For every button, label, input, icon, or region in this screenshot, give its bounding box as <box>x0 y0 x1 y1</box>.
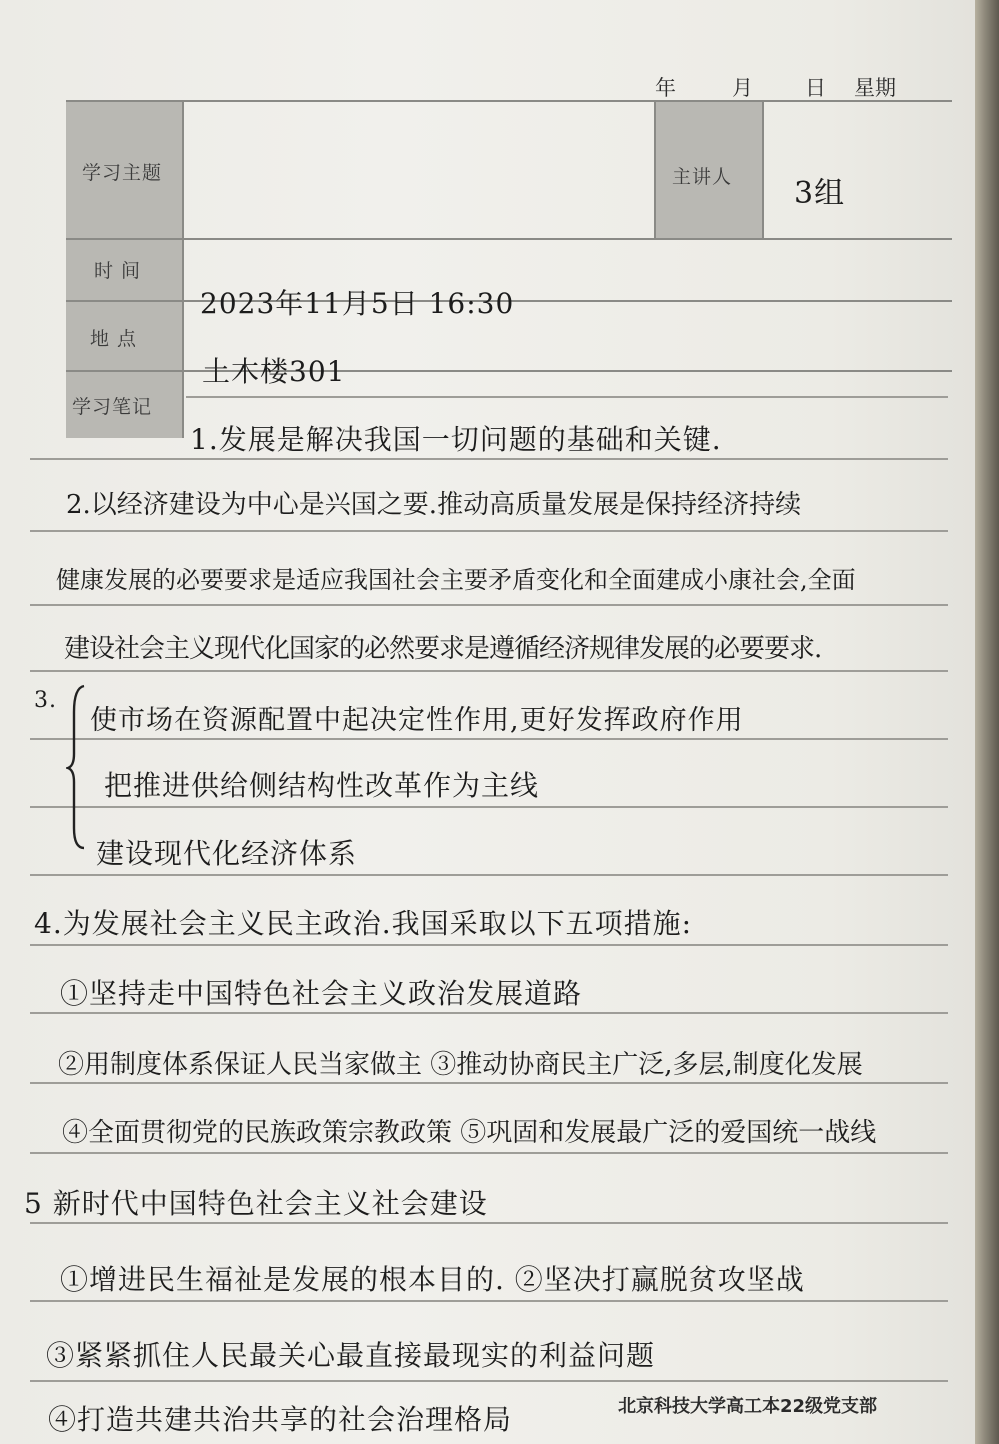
info-table <box>66 100 952 440</box>
speaker-label: 主讲人 <box>672 166 733 188</box>
section-3-item-3: 建设现代化经济体系 <box>96 837 358 870</box>
note-line-5-3: ④打造共建共治共享的社会治理格局 <box>48 1403 513 1436</box>
note-line-5-2: ③紧紧抓住人民最关心最直接最现实的利益问题 <box>46 1339 656 1372</box>
section-3-number: 3. <box>34 688 57 713</box>
day-label: 日 <box>805 76 826 100</box>
notebook-edge <box>975 0 999 1444</box>
speaker-value: 3组 <box>794 176 846 211</box>
note-line-5-heading: 5 新时代中国特色社会主义社会建设 <box>24 1187 488 1220</box>
note-line-1: 1.发展是解决我国一切问题的基础和关键. <box>190 423 722 456</box>
topic-label: 学习主题 <box>82 162 163 184</box>
footer-organization: 北京科技大学高工本22级党支部 <box>618 1396 878 1417</box>
note-line-4: 建设社会主义现代化国家的必然要求是遵循经济规律发展的必要要求. <box>64 634 822 664</box>
section-3-item-1: 使市场在资源配置中起决定性作用,更好发挥政府作用 <box>90 705 744 736</box>
note-line-2: 2.以经济建设为中心是兴国之要.推动高质量发展是保持经济持续 <box>66 490 802 520</box>
month-label: 月 <box>732 76 753 100</box>
note-line-3: 健康发展的必要要求是适应我国社会主要矛盾变化和全面建成小康社会,全面 <box>56 566 856 594</box>
time-value: 2023年11月5日 16:30 <box>200 287 515 320</box>
weekday-label: 星期 <box>854 76 896 100</box>
brace-icon <box>66 682 88 852</box>
place-value: 土木楼301 <box>202 355 346 388</box>
note-line-5-1: ①增进民生福祉是发展的根本目的. ②坚决打赢脱贫攻坚战 <box>60 1263 805 1296</box>
year-label: 年 <box>655 76 676 100</box>
section-3-item-2: 把推进供给侧结构性改革作为主线 <box>104 769 540 802</box>
time-label: 时 间 <box>94 260 142 282</box>
place-label: 地 点 <box>90 328 138 350</box>
note-line-4-1: ①坚持走中国特色社会主义政治发展道路 <box>60 977 583 1010</box>
notes-label: 学习笔记 <box>72 396 153 418</box>
note-line-4-heading: 4.为发展社会主义民主政治.我国采取以下五项措施: <box>34 907 693 940</box>
note-line-4-3: ④全面贯彻党的民族政策宗教政策 ⑤巩固和发展最广泛的爱国统一战线 <box>62 1118 877 1148</box>
note-line-4-2: ②用制度体系保证人民当家做主 ③推动协商民主广泛,多层,制度化发展 <box>58 1050 863 1080</box>
